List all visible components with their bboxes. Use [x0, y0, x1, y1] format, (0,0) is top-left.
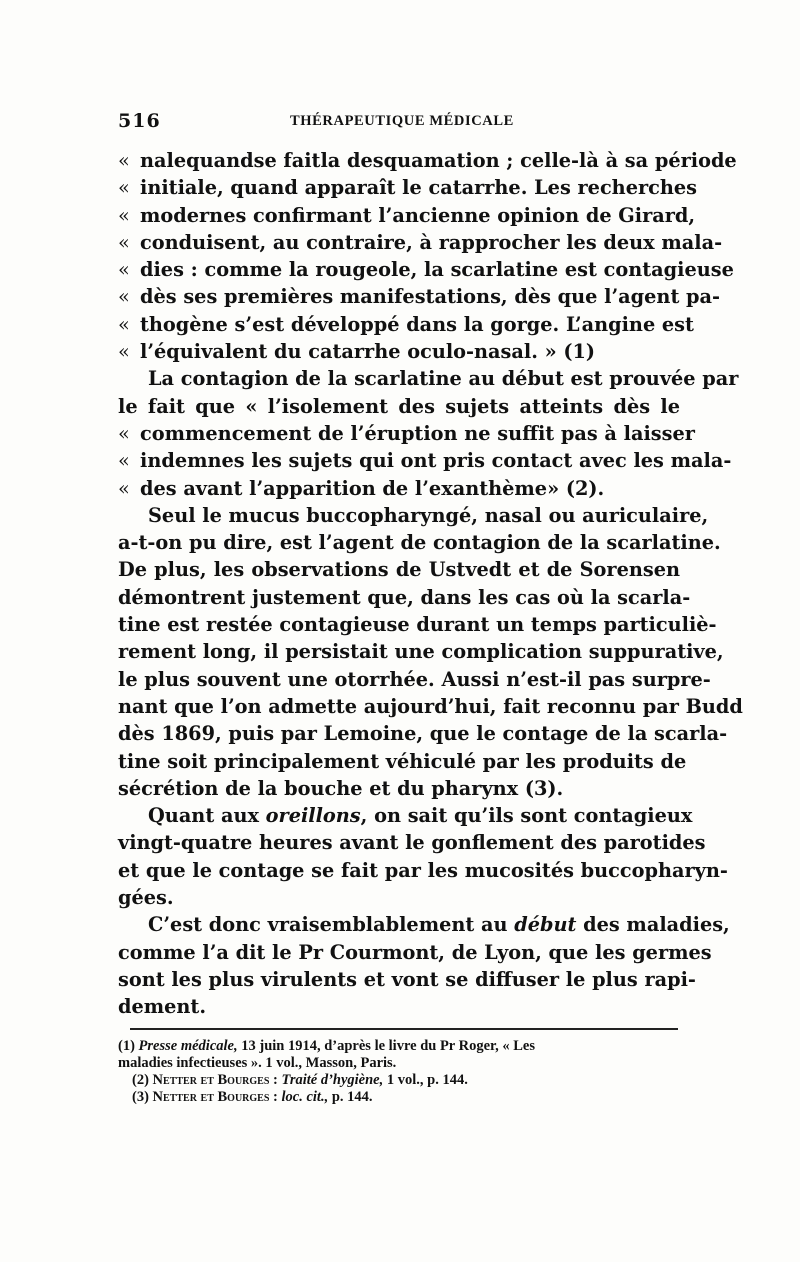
text-line: [118, 884, 680, 911]
quotation-mark: «: [118, 312, 130, 336]
quotation-mark: «: [118, 149, 130, 172]
footnote-text: p. 144.: [328, 1089, 373, 1105]
text-line: [118, 911, 730, 938]
page-header: [118, 110, 678, 140]
text-segment: dies : comme la rougeole, la scarlatine est contagieuse: [140, 258, 734, 282]
text-line: [118, 748, 687, 775]
text-line: [118, 720, 728, 747]
footnote-2: [118, 1072, 680, 1089]
footnote-source-title: Presse médicale,: [138, 1038, 238, 1054]
text-segment: dès 1869, puis par Lemoine, que le contage de la scarla-: [118, 722, 728, 746]
text-line: [118, 939, 712, 966]
text-segment: rement long, il persistait une complication suppurative,: [118, 640, 724, 664]
text-segment: La contagion de la scarlatine au début est prouvée par: [148, 367, 739, 391]
quotation-mark: «: [118, 203, 130, 227]
text-line: [118, 365, 739, 392]
running-title: THÉRAPEUTIQUE MÉDICALE: [290, 113, 514, 129]
text-line: [118, 829, 706, 856]
quotation-mark: «: [118, 340, 130, 364]
emphasized-word: début: [514, 913, 577, 937]
text-line: [118, 393, 680, 420]
text-segment: nant que l’on admette aujourd’hui, fait reconnu par Budd: [118, 694, 743, 718]
footnote-number: (2): [132, 1072, 149, 1088]
text-line: [118, 556, 680, 583]
footnote-number: (1): [118, 1038, 135, 1054]
text-line: [118, 638, 724, 665]
text-segment: modernes confirmant l’ancienne opinion de Girard,: [140, 203, 696, 227]
text-segment: , on sait qu’ils sont contagieux: [360, 804, 693, 828]
text-segment: Seul le mucus buccopharyngé, nasal ou auriculaire,: [148, 503, 709, 527]
text-segment: initiale, quand apparaît le catarrhe. Les recherches: [140, 176, 698, 200]
text-segment: dès ses premières manifestations, dès que l’agent pa-: [140, 285, 721, 309]
text-line: [118, 338, 680, 365]
text-segment: sécrétion de la bouche et du pharynx (3).: [118, 776, 564, 800]
quotation-mark: «: [118, 258, 130, 282]
footnote-number: (3): [132, 1089, 149, 1105]
text-line: [118, 283, 721, 310]
text-segment: vingt-quatre heures avant le gonflement des parotides: [118, 831, 706, 855]
footnote-text: 13 juin 1914, d’après le livre du Pr Roger, « Les: [237, 1038, 535, 1054]
text-line: [118, 693, 743, 720]
footnote-authors: Netter et Bourges :: [152, 1072, 278, 1088]
text-line: [118, 502, 709, 529]
quotation-mark: «: [118, 476, 130, 500]
text-segment: nalequandse faitla desquamation ; celle-là à sa période: [140, 149, 737, 172]
text-segment: conduisent, au contraire, à rapprocher les deux mala-: [140, 230, 723, 254]
text-segment: des maladies,: [576, 913, 730, 937]
footnotes: [118, 1038, 680, 1106]
text-segment: tine est restée contagieuse durant un temps particuliè-: [118, 613, 717, 637]
emphasized-word: oreillons: [265, 804, 361, 828]
text-line: [118, 174, 698, 201]
text-line: [118, 202, 696, 229]
text-segment: comme l’a dit le Pr Courmont, de Lyon, que les germes: [118, 940, 712, 964]
text-line: [118, 966, 696, 993]
text-segment: le plus souvent une otorrhée. Aussi n’est-il pas surpre-: [118, 667, 711, 691]
text-line: [118, 529, 721, 556]
text-segment: tine soit principalement véhiculé par les produits de: [118, 749, 687, 773]
text-line: [118, 611, 717, 638]
text-segment: le fait que « l’isolement des sujets atteints dès le: [118, 394, 680, 418]
footnote-source-title: loc. cit.,: [281, 1089, 329, 1105]
footnote-1: [118, 1038, 680, 1055]
text-line: [118, 229, 723, 256]
text-line: [118, 666, 711, 693]
body-text: [118, 147, 743, 1021]
text-segment: De plus, les observations de Ustvedt et de Sorensen: [118, 558, 680, 582]
text-line: [118, 802, 693, 829]
text-segment: sont les plus virulents et vont se diffuser le plus rapi-: [118, 967, 696, 991]
text-line: [118, 447, 732, 474]
text-line: [118, 775, 680, 802]
text-segment: indemnes les sujets qui ont pris contact avec les mala-: [140, 449, 732, 473]
text-line: [118, 475, 680, 502]
text-segment: commencement de l’éruption ne suffit pas à laisser: [140, 421, 695, 445]
footnote-source-title: Traité d’hygiène,: [281, 1072, 384, 1088]
text-line: [118, 420, 695, 447]
text-segment: Quant aux: [148, 804, 266, 828]
quotation-mark: «: [118, 230, 130, 254]
text-segment: a-t-on pu dire, est l’agent de contagion de la scarlatine.: [118, 531, 721, 555]
text-segment: thogène s’est développé dans la gorge. L’angine est: [140, 312, 694, 336]
quotation-mark: «: [118, 421, 130, 445]
text-segment: et que le contage se fait par les mucosités buccopharyn-: [118, 858, 728, 882]
footnote-text: 1 vol., p. 144.: [383, 1072, 468, 1088]
text-segment: C’est donc vraisemblablement au: [148, 913, 515, 937]
page-number: 516: [118, 110, 161, 132]
quotation-mark: «: [118, 449, 130, 473]
text-segment: dement.: [118, 995, 207, 1019]
text-line: [118, 993, 680, 1020]
text-line: [118, 147, 737, 174]
text-line: [118, 256, 734, 283]
text-segment: gées.: [118, 886, 174, 910]
footnote-authors: Netter et Bourges :: [152, 1089, 278, 1105]
text-line: [118, 584, 691, 611]
footnote-3: [118, 1089, 680, 1106]
text-segment: des avant l’apparition de l’exanthème» (2).: [140, 476, 605, 500]
quotation-mark: «: [118, 285, 130, 309]
text-segment: démontrent justement que, dans les cas où la scarla-: [118, 585, 691, 609]
text-line: [118, 857, 728, 884]
footnote-1-continuation: maladies infectieuses ». 1 vol., Masson, Paris.: [118, 1055, 397, 1071]
footnote-divider: [130, 1028, 678, 1030]
quotation-mark: «: [118, 176, 130, 200]
text-segment: l’équivalent du catarrhe oculo-nasal. » (1): [140, 340, 596, 364]
text-line: [118, 311, 694, 338]
